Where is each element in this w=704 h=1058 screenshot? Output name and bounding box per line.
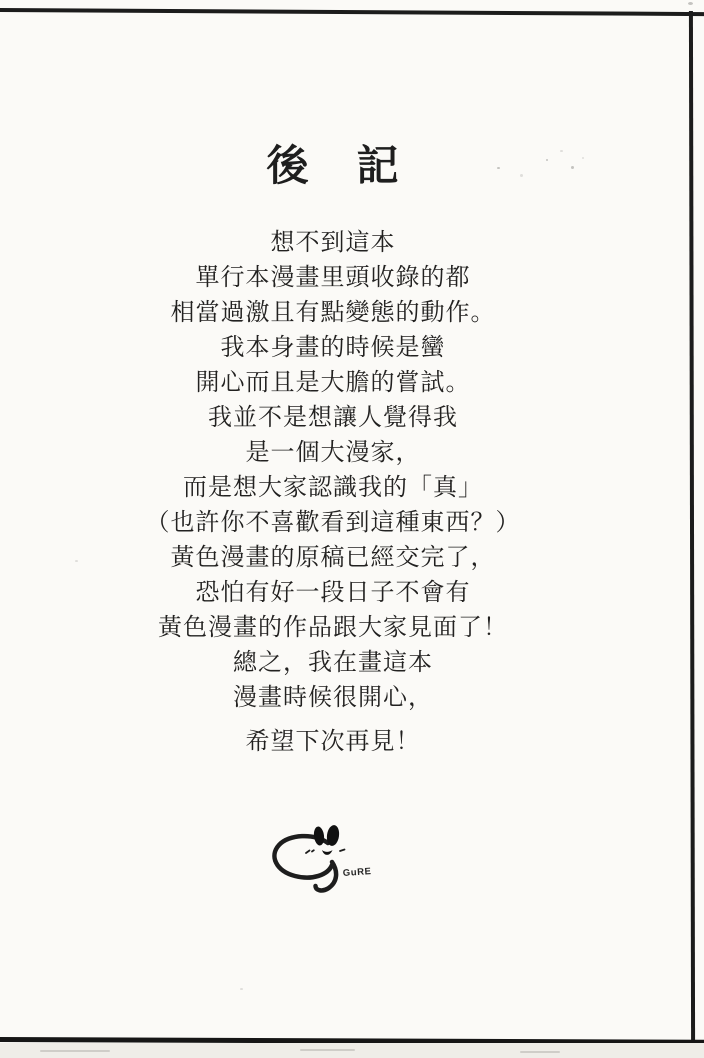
afterword-line: 漫畫時候很開心， (233, 685, 433, 711)
scan-speck (571, 166, 574, 169)
doodle-face-outline (274, 836, 332, 878)
afterword-line: 希望下次再見！ (245, 729, 421, 755)
scan-speck (497, 167, 500, 169)
afterword-line: 開心而且是大膽的嘗試。 (195, 370, 471, 396)
afterword-line: 相當過激且有點變態的動作。 (170, 300, 496, 326)
doodle-left-eye (313, 826, 325, 846)
scan-smudge (40, 1050, 110, 1052)
afterword-line: 是一個大漫家， (245, 440, 421, 466)
afterword-line: 黃色漫畫的作品跟大家見面了！ (158, 615, 508, 641)
artist-signature (266, 818, 380, 902)
scan-smudge (300, 1049, 355, 1051)
afterword-line: 恐怕有好一段日子不會有 (195, 580, 471, 606)
page-border-right (689, 11, 695, 1041)
doodle-left-cheek-mark (306, 851, 310, 854)
scan-smudge (520, 1051, 560, 1053)
afterword-line: 我本身畫的時候是蠻 (220, 335, 446, 361)
doodle-right-cheek-mark (340, 850, 345, 852)
signature-text: GuRE (342, 866, 372, 879)
afterword-line: 我並不是想讓人覺得我 (208, 405, 458, 431)
scan-speck (240, 988, 243, 990)
afterword-text (0, 226, 666, 760)
scan-speck (546, 159, 548, 161)
afterword-line: （也許你不喜歡看到這種東西？） (145, 510, 521, 536)
afterword-line: 總之，我在畫這本 (233, 650, 433, 676)
afterword-line: 單行本漫畫里頭收錄的都 (195, 265, 471, 291)
afterword-line: 而是想大家認識我的「真」 (183, 475, 483, 501)
afterword-line: 黃色漫畫的原稿已經交完了， (170, 545, 496, 571)
doodle-left-cheek-mark2 (312, 850, 314, 851)
bunny-face-doodle-icon (266, 818, 380, 902)
page-title: 後 記 (266, 144, 402, 190)
page-border-top (0, 8, 704, 16)
scan-speck (560, 150, 563, 152)
scan-speck (520, 174, 523, 177)
afterword-line: 想不到這本 (270, 230, 396, 256)
scan-speck (688, 2, 693, 5)
scan-speck (582, 157, 584, 159)
doodle-mouth (322, 850, 333, 855)
